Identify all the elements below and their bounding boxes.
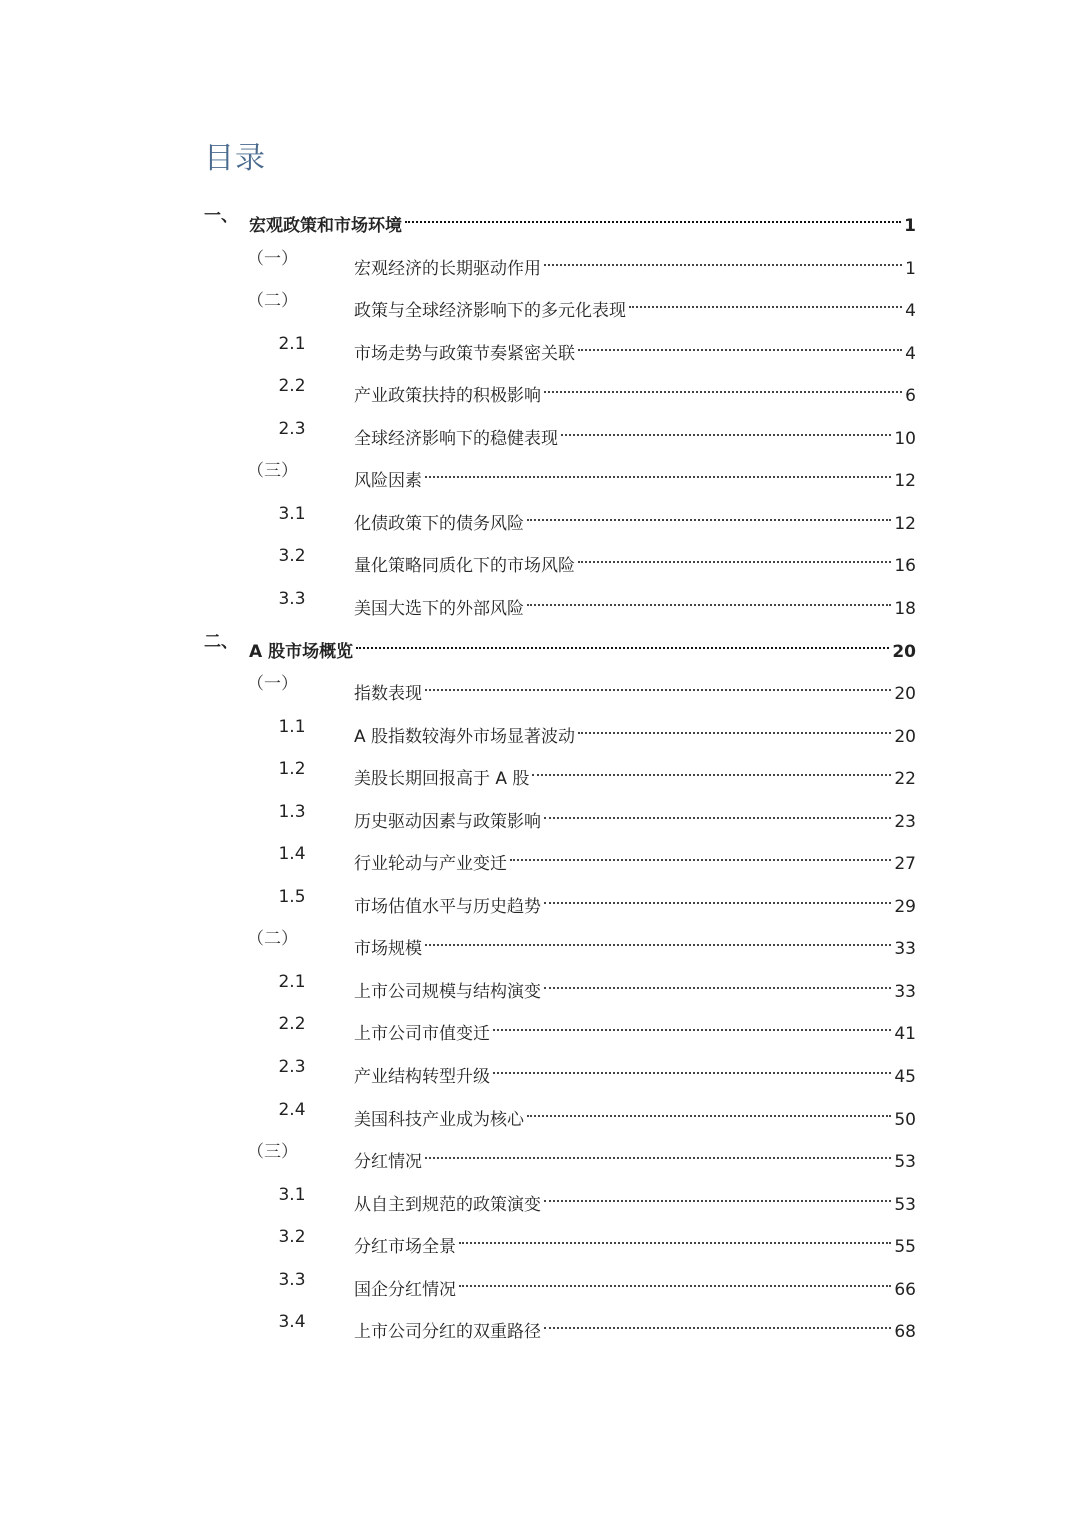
toc-entry-label[interactable]: 分红市场全景 [354,1237,456,1258]
toc-entry-label[interactable]: 分红情况 [354,1152,422,1173]
toc-entry-label[interactable]: 上市公司规模与结构演变 [354,981,541,1002]
toc-entry-number: 2.2 [278,1014,306,1035]
toc-entry-line [354,371,916,411]
toc-entry[interactable] [0,584,1080,619]
toc-entry-page-number[interactable]: 20 [894,684,916,704]
toc-entry-label[interactable]: 从自主到规范的政策演变 [354,1194,541,1215]
toc-entry-line [354,1095,916,1135]
toc-entry-number: （二） [247,929,298,950]
toc-entry-label[interactable]: 风险因素 [354,471,422,492]
dot-leader [544,1307,891,1337]
toc-entry-number: 3.4 [278,1312,306,1333]
toc-entry-line [354,456,916,496]
toc-entry-page-number[interactable]: 41 [894,1024,916,1045]
toc-entry-line [354,839,916,879]
toc-entry-number: 2.2 [278,376,306,397]
toc-entry-page-number[interactable]: 45 [894,1067,916,1087]
toc-entry-page-number[interactable]: 10 [894,428,916,449]
dot-leader [544,882,891,912]
toc-entry-label[interactable]: 产业结构转型升级 [354,1067,490,1087]
toc-entry-label[interactable]: 美国科技产业成为核心 [354,1109,524,1130]
dot-leader [356,627,889,657]
toc-entry-page-number[interactable]: 12 [894,513,916,534]
toc-entry-line [354,414,916,454]
toc-entry-label[interactable]: 国企分红情况 [354,1279,456,1300]
toc-entry-label[interactable]: 历史驱动因素与政策影响 [354,811,541,832]
dot-leader [425,456,891,486]
dot-leader [629,286,902,316]
dot-leader [405,201,901,231]
toc-entry[interactable] [0,329,1080,364]
toc-entry-number: 2.4 [278,1099,306,1120]
toc-entry-label[interactable]: 量化策略同质化下的市场风险 [354,556,575,577]
dot-leader [510,839,891,869]
toc-entry-page-number[interactable]: 1 [904,216,916,236]
toc-entry-label[interactable]: 产业政策扶持的积极影响 [354,386,541,407]
toc-entry[interactable] [0,712,1080,747]
toc-entry-number: （一） [247,674,298,694]
dot-leader [544,371,902,401]
dot-leader [425,924,891,954]
toc-entry-label[interactable]: 美国大选下的外部风险 [354,599,524,619]
toc-entry[interactable] [0,754,1080,790]
toc-entry-line [354,541,916,581]
dot-leader [493,1009,891,1039]
toc-entry-label[interactable]: A 股市场概览 [249,641,354,662]
toc-entry-number: 1.5 [278,886,306,907]
page-title: 目录 [204,141,266,176]
toc-entry-page-number[interactable]: 29 [894,896,916,917]
toc-entry-page-number[interactable]: 1 [905,258,916,279]
toc-entry[interactable] [0,414,1080,449]
toc-entry[interactable] [0,499,1080,534]
toc-entry-line [354,754,916,794]
toc-entry-line [354,797,916,837]
dot-leader [544,244,902,274]
toc-entry-number: 3.3 [278,589,306,609]
toc-entry-line [249,201,916,241]
toc-entry-line [354,967,916,1007]
toc-entry-label[interactable]: 上市公司市值变迁 [354,1024,490,1045]
toc-entry[interactable] [0,1180,1080,1215]
dot-leader [561,414,891,444]
toc-entry-line [354,1052,916,1092]
toc-entry-line [354,1180,916,1220]
toc-entry-line [354,1265,916,1305]
toc-entry-line [354,1222,916,1262]
dot-leader [425,669,891,699]
dot-leader [527,1095,891,1125]
toc-entry-label[interactable]: 美股长期回报高于 A 股 [354,769,530,790]
dot-leader [544,797,891,827]
toc-entry[interactable] [0,201,1080,236]
toc-entry-label[interactable]: 化债政策下的债务风险 [354,513,524,534]
toc-entry[interactable] [0,371,1080,407]
toc-entry-number: 一、 [204,206,238,226]
dot-leader [578,541,891,571]
toc-entry[interactable] [0,839,1080,875]
toc-entry-line [354,669,916,709]
toc-entry-label[interactable]: 全球经济影响下的稳健表现 [354,428,558,449]
toc-entry-line [354,244,916,284]
toc-entry-line [354,712,916,752]
toc-entry-number: （三） [247,461,298,482]
toc-entry-number: 1.1 [278,716,306,737]
toc-entry-number: 1.4 [278,844,306,865]
toc-entry-number: （三） [247,1142,298,1163]
toc-entry-number: 1.3 [278,801,306,822]
toc-entry-page-number[interactable]: 16 [894,556,916,577]
toc-entry-line [354,1009,916,1049]
toc-entry[interactable] [0,627,1080,662]
toc-entry-page-number[interactable]: 22 [894,769,916,790]
toc-entry-line [354,499,916,539]
toc-entry[interactable] [0,797,1080,832]
toc-entry[interactable] [0,456,1080,492]
toc-entry-number: 2.3 [278,1057,306,1077]
toc-entry-line [354,286,916,326]
toc-entry-page-number[interactable]: 55 [894,1237,916,1258]
toc-entry-page-number[interactable]: 50 [894,1109,916,1130]
toc-entry-page-number[interactable]: 12 [894,471,916,492]
toc-entry-number: （二） [247,291,298,312]
toc-entry[interactable] [0,967,1080,1002]
toc-entry-number: （一） [247,248,298,269]
toc-entry-label[interactable]: 行业轮动与产业变迁 [354,854,507,875]
toc-entry[interactable] [0,541,1080,577]
toc-entry-label[interactable]: A 股指数较海外市场显著波动 [354,726,576,747]
toc-entry-label[interactable]: 宏观政策和市场环境 [249,216,402,236]
toc-entry-page-number[interactable]: 68 [894,1322,916,1343]
toc-entry-number: 二、 [204,631,238,652]
toc-entry[interactable] [0,1009,1080,1045]
toc-entry-page-number[interactable]: 33 [894,981,916,1002]
dot-leader [527,499,891,529]
dot-leader [459,1265,891,1295]
toc-entry-line [354,924,916,964]
toc-entry-line [354,882,916,922]
toc-entry-page-number[interactable]: 20 [892,641,916,662]
toc-entry-label[interactable]: 政策与全球经济影响下的多元化表现 [354,301,626,322]
dot-leader [578,712,891,742]
toc-entry-number: 3.3 [278,1269,306,1290]
toc-entry[interactable] [0,286,1080,322]
toc-entry-line [354,1307,916,1347]
toc-entry-page-number[interactable]: 4 [905,301,916,322]
toc-entry[interactable] [0,1307,1080,1343]
toc-entry-number: 2.1 [278,333,306,354]
toc-entry-label[interactable]: 市场走势与政策节奏紧密关联 [354,343,575,364]
toc-entry-page-number[interactable]: 53 [894,1152,916,1173]
dot-leader [527,584,891,614]
dot-leader [493,1052,891,1082]
toc-entry[interactable] [0,1095,1080,1130]
toc-entry-page-number[interactable]: 4 [905,343,916,364]
toc-entry-label[interactable]: 市场规模 [354,939,422,960]
toc-entry-number: 1.2 [278,759,306,780]
toc-entry[interactable] [0,924,1080,960]
dot-leader [578,329,902,359]
toc-entry-number: 3.1 [278,503,306,524]
dot-leader [425,1137,891,1167]
dot-leader [532,754,891,784]
toc-entry-page-number[interactable]: 20 [894,726,916,747]
toc-entry-page-number[interactable]: 18 [894,599,916,619]
toc-entry-page-number[interactable]: 27 [894,854,916,875]
toc-entry-number: 2.3 [278,418,306,439]
toc-entry[interactable] [0,1137,1080,1173]
toc-entry[interactable] [0,1052,1080,1087]
toc-entry-page-number[interactable]: 33 [894,939,916,960]
toc-entry-line [354,1137,916,1177]
toc-entry-page-number[interactable]: 66 [894,1279,916,1300]
toc-entry-label[interactable]: 上市公司分红的双重路径 [354,1322,541,1343]
toc-entry-number: 3.2 [278,546,306,567]
toc-entry[interactable] [0,1222,1080,1258]
dot-leader [544,967,891,997]
toc-entry[interactable] [0,669,1080,704]
toc-entry-label[interactable]: 宏观经济的长期驱动作用 [354,258,541,279]
toc-entry-number: 3.2 [278,1227,306,1248]
toc-entry-page-number[interactable]: 6 [905,386,916,407]
toc-entry-line [354,584,916,624]
toc-entry[interactable] [0,1265,1080,1300]
toc-entry-line [249,627,916,667]
toc-entry[interactable] [0,244,1080,279]
toc-entry-number: 2.1 [278,971,306,992]
toc-entry-page-number[interactable]: 53 [894,1194,916,1215]
toc-entry-label[interactable]: 市场估值水平与历史趋势 [354,896,541,917]
toc-entry-label[interactable]: 指数表现 [354,684,422,704]
toc-entry[interactable] [0,882,1080,917]
toc-entry-number: 3.1 [278,1184,306,1205]
dot-leader [459,1222,891,1252]
toc-entry-line [354,329,916,369]
toc-entry-page-number[interactable]: 23 [894,811,916,832]
dot-leader [544,1180,891,1210]
